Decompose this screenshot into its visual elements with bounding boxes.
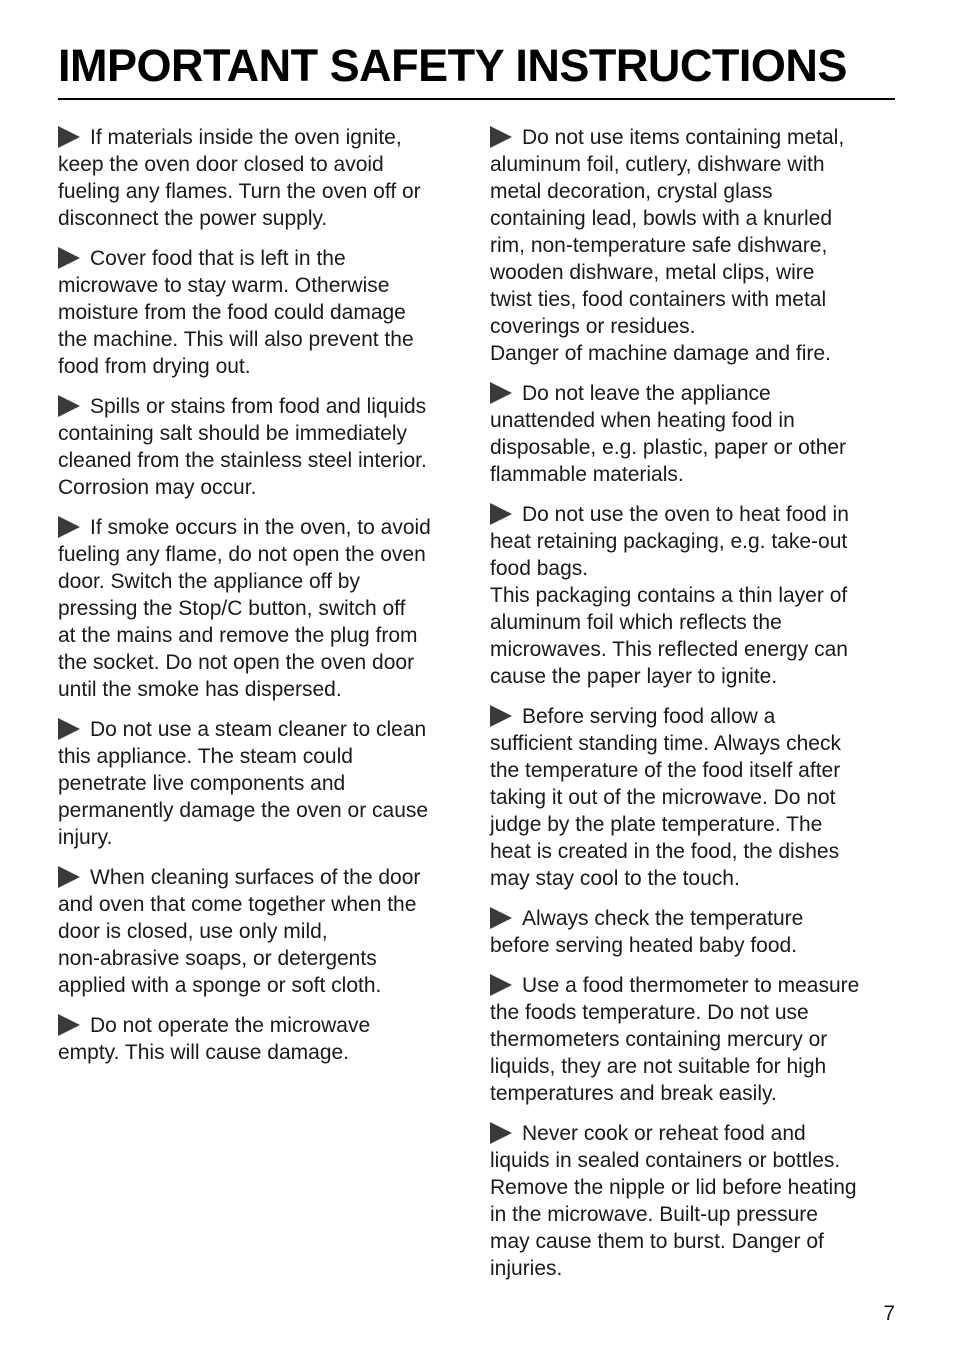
title-divider [58,98,895,100]
instruction-text: Do not use the oven to heat food in heat retaining packaging, e.g. take-out food bags. This packaging contains a thin layer of aluminum foil which reflects the microwaves. This reflected energy can cause the paper layer to ignite. [490,503,849,688]
instruction-item [58,245,470,380]
page-title: IMPORTANT SAFETY INSTRUCTIONS [58,40,847,91]
instruction-text: Never cook or reheat food and liquids in sealed containers or bottles. Remove the nipple or lid before heating in the microwave. Built-up pressure may cause them to burst. Danger of injuries. [490,1122,857,1280]
triangle-right-icon [58,395,80,417]
triangle-right-icon [490,907,512,929]
instruction-text: When cleaning surfaces of the door and oven that come together when the door is closed, use only mild, non-abrasive soaps, or detergents applied with a sponge or soft cloth. [58,866,421,997]
instruction-text: If materials inside the oven ignite, keep the oven door closed to avoid fueling any flames. Turn the oven off or disconnect the power supply. [58,126,421,230]
triangle-right-icon [58,247,80,269]
triangle-right-icon [58,516,80,538]
instruction-text: Before serving food allow a sufficient standing time. Always check the temperature of the food itself after taking it out of the microwave. Do not judge by the plate temperature. The heat is created in the food, the dishes may stay cool to the touch. [490,705,841,890]
page-number: 7 [883,1302,895,1325]
instruction-text: If smoke occurs in the oven, to avoid fueling any flame, do not open the oven door. Switch the appliance off by pressing the Stop/C button, switch off at the mains and remove the plug from the socket. Do not open the oven door until the smoke has dispersed. [58,516,431,701]
instruction-item [490,905,902,959]
instruction-text: Do not use a steam cleaner to clean this appliance. The steam could penetrate live components and permanently damage the oven or cause injury. [58,718,429,849]
triangle-right-icon [58,126,80,148]
instruction-item [490,972,902,1107]
instruction-item [490,501,902,690]
instruction-text: Spills or stains from food and liquids containing salt should be immediately cleaned from the stainless steel interior. Corrosion may occur. [58,395,427,499]
triangle-right-icon [490,705,512,727]
triangle-right-icon [490,126,512,148]
instruction-item [490,1120,902,1282]
instruction-item [490,380,902,488]
instruction-item [58,393,470,501]
instruction-text: Cover food that is left in the microwave to stay warm. Otherwise moisture from the food could damage the machine. This will also prevent the food from drying out. [58,247,414,378]
instruction-item [58,716,470,851]
instruction-text: Do not operate the microwave empty. This will cause damage. [58,1014,371,1064]
triangle-right-icon [490,503,512,525]
instruction-item [58,124,470,232]
triangle-right-icon [490,974,512,996]
triangle-right-icon [58,718,80,740]
triangle-right-icon [490,1122,512,1144]
instruction-text: Always check the temperature before serving heated baby food. [490,907,804,957]
triangle-right-icon [58,1014,80,1036]
instruction-text: Do not use items containing metal, aluminum foil, cutlery, dishware with metal decoration, crystal glass containing lead, bowls with a knurled rim, non-temperature safe dishware, wooden dishware, metal clips, wire twist ties, food containers with metal coverings or residues. Danger of machine damage and fire. [490,126,845,365]
right-column [490,124,902,1295]
triangle-right-icon [58,866,80,888]
instruction-item [490,703,902,892]
instruction-item [58,1012,470,1066]
instruction-item [490,124,902,367]
left-column [58,124,470,1079]
instruction-item [58,514,470,703]
instruction-item [58,864,470,999]
triangle-right-icon [490,382,512,404]
instruction-text: Use a food thermometer to measure the foods temperature. Do not use thermometers containing mercury or liquids, they are not suitable for high temperatures and break easily. [490,974,860,1105]
instruction-text: Do not leave the appliance unattended when heating food in disposable, e.g. plastic, paper or other flammable materials. [490,382,847,486]
